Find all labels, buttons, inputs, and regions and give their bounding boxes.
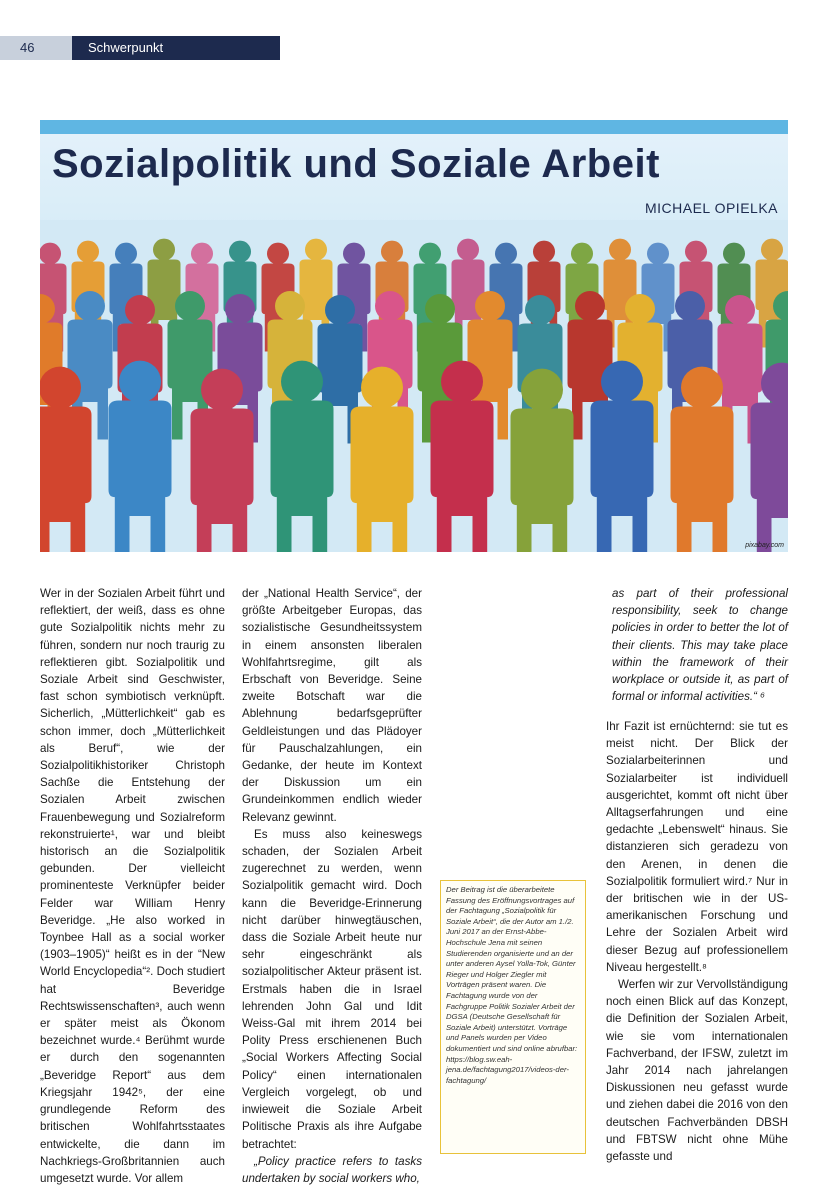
crowd-illustration: [40, 220, 788, 552]
text-column-2: [242, 585, 422, 1187]
info-box: [440, 880, 586, 1154]
image-credit: pixabay.com: [745, 542, 784, 549]
title-banner: [40, 120, 788, 552]
page-number: 46: [20, 40, 35, 55]
paragraph: Ihr Fazit ist ernüchternd: sie tut es meist nicht. Der Blick der Sozialarbeiterinnen und Sozialarbeiter ist individuell ausgerichtet, kommt oft nicht über Alltagserfahrungen und eine gedachte „Lebenswelt“ hinaus. Sie distanzieren sich geradezu von den Arenen, in denen die Sozialpolitik formuliert wird.⁷ Nur in der britischen wie in der US-amerikanischen Forschung und Lehre der Sozialen Arbeit wird dieser Bezug auf professionellem Niveau hergestellt.⁸: [606, 720, 788, 974]
author-name: MICHAEL OPIELKA: [644, 200, 778, 216]
text-column-1: [40, 585, 225, 1187]
article-title: Sozialpolitik und Soziale Arbeit: [52, 142, 660, 186]
paragraph: Wer in der Sozialen Arbeit führt und reflektiert, der weiß, dass es ohne gute Sozialpolitik nichts mehr zu führen, sondern nur noch traurig zu reflektieren gibt. Sozialpolitik und Soziale Arbeit sind Geschwister, fast schon symbiotisch verknüpft. Sicherlich, „Mütterlichkeit“ gab es schon immer, doch „Mütterlichkeit als Beruf“, wie der Sozialpolitikhistoriker Christoph Sachße die Entstehung der Sozialen Arbeit zwischen Frauenbewegung und Sozialreform rekonstruierte¹, war und bleibt historisch an die Sozialpolitik gebunden. Der vielleicht prominenteste Verknüpfer beider Felder war William Henry Beveridge. „He also worked in Toynbee Hall as a social worker (1903–1905)“ heißt es in der “New World Encyclopedia“². Doch studiert hat Beveridge Rechtswissenschaften³, auch wenn er später meist als Ökonom bezeichnet wurde.⁴ Berühmt wurde er durch den sogenannten „Beveridge Report“ aus dem Kriegsjahr 1942⁵, der eine grundlegende Reform des britischen Wohlfahrtsstaates entwickelte, die dann im Nachkriegs-Großbritannien auch umgesetzt wurde. Vor allem: [40, 587, 225, 1185]
quote-continuation: [612, 585, 788, 705]
section-tab: [72, 36, 280, 60]
section-label: Schwerpunkt: [88, 40, 164, 55]
banner-stripe: [40, 120, 788, 134]
info-box-text: Der Beitrag ist die überarbeitete Fassung des Eröffnungsvortrages auf der Fachtagung „Sozialpolitik für Soziale Arbeit“, die der Autor am 1./2. Juni 2017 an der Ernst-Abbe-Hochschule Jena mit seinen Studierenden organisierte und an der unter anderen Aysel Yolla-Tok, Günter Rieger und Holger Ziegler mit Vorträgen präsent waren. Die Fachtagung wurde von der Fachgruppe Politik Sozialer Arbeit der DGSA (Deutsche Gesellschaft für Soziale Arbeit) unterstützt. Vorträge und Panels wurden per Video dokumentiert und sind online abrufbar: https://blog.sw.eah-jena.de/fachtagung2017/videos-der-fachtagung/: [446, 885, 578, 1085]
paragraph: Werfen wir zur Vervollständigung noch einen Blick auf das Konzept, die Definition der Sozialen Arbeit, wie sie vom internationalen Fachverband, der IFSW, zuletzt im Jahr 2014 nach jahrelangen Diskussionen neu gefasst wurde und ziehen dabei die 2016 von den deutschen Fachverbänden DBSH und FBTSW nicht ohne Mühe gefasste und: [606, 978, 788, 1164]
quote-end: as part of their professional responsibility, seek to change policies in order to better the lot of their clients. This may take place within the framework of their workplace or outside it, as part of formal or informal activities.“ ⁶: [612, 587, 788, 704]
page-number-tab: [0, 36, 72, 60]
quote-start: „Policy practice refers to tasks undertaken by social workers who,: [242, 1154, 422, 1185]
paragraph: Es muss also keineswegs schaden, der Sozialen Arbeit zugerechnet zu werden, wenn Sozialpolitik gemacht wird. Doch kann die Beveridge-Erinnerung nicht darüber hinwegtäuschen, dass die Soziale Arbeit heute nur sehr eingeschränkt als sozialpolitischer Akteur präsent ist. Erstmals haben die in Israel lehrenden John Gal und Idit Weiss-Gal mit ihrem 2014 bei Polity Press erschienenen Buch „Social Workers Affecting Social Policy“ einen internationalen Vergleich vorgelegt, ob und inwieweit die Soziale Arbeit Politische Praxis als ihre Aufgabe betrachtet:: [242, 827, 422, 1151]
text-column-3: [606, 718, 788, 1165]
paragraph: der „National Health Service“, der größte Arbeitgeber Europas, das sozialistische Gesundheitssystem in einem ansonsten liberalen Wohlfahrtsregime, gilt als Erbschaft von Beveridge. Seine zweite Botschaft war die Ablehnung bedarfsgeprüfter Geldleistungen und das Plädoyer für Pauschalzahlungen, ein Gedanke, der heute im Kontext der Diskussion um ein Grundeinkommen endlich wieder Relevanz gewinnt.: [242, 587, 422, 824]
